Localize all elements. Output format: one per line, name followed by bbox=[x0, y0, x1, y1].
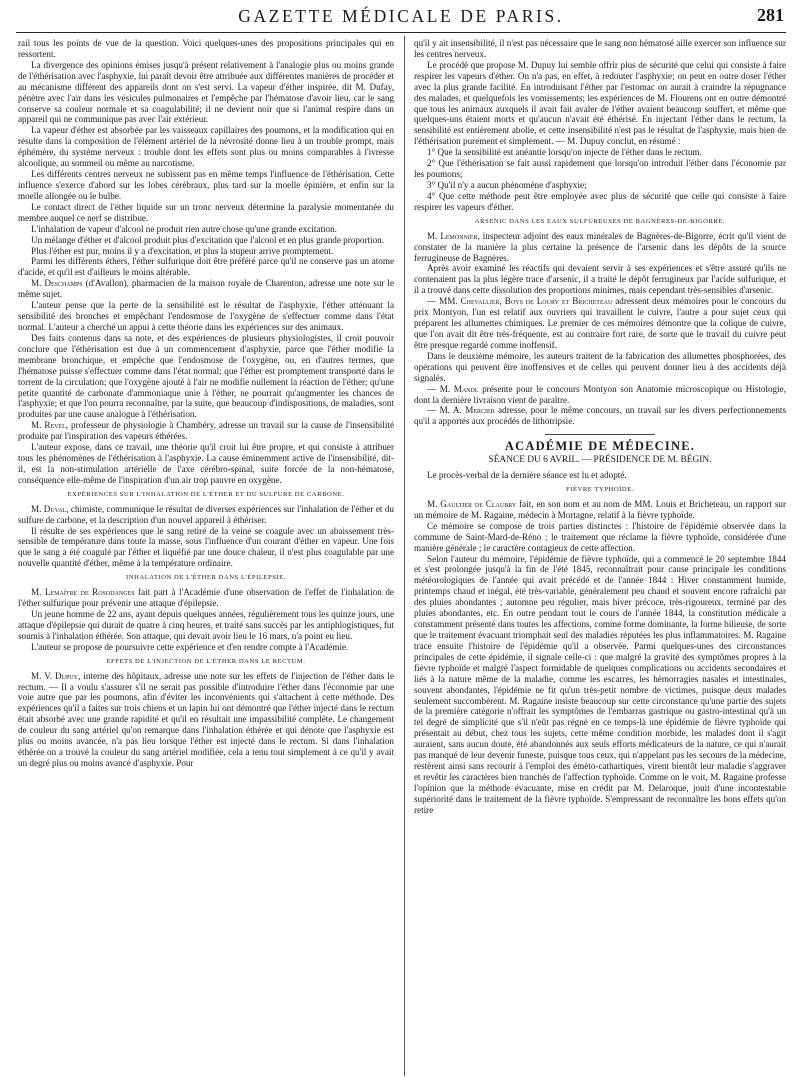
section-heading: EXPÉRIENCES SUR L'INHALATION DE L'ÉTHER ET DU SULFURE DE CARBONE. bbox=[67, 490, 345, 498]
paragraph bbox=[414, 405, 786, 427]
paragraph bbox=[18, 504, 394, 526]
paragraph: L'auteur se propose de poursuivre cette expérience et d'en rendre compte à l'Académie. bbox=[31, 641, 349, 652]
author-name: M. Duval bbox=[31, 503, 67, 514]
paragraph bbox=[18, 671, 394, 769]
page-header bbox=[16, 4, 786, 33]
paragraph: L'auteur expose, dans ce travail, une théorie qu'il croit lui être propre, et qui consiste à attribuer tous les phénomènes de l'éthérisation à l'asphyxie. La cause éminemment active de l'insensibilité, dit-il, est la non-stimulation artérielle de l'axe cérébro-spinal, suite forcée de la non-hématose, conséquence elle-même de l'inspiration d'un air trop pauvre en oxygène. bbox=[18, 442, 394, 485]
academy-heading: ACADÉMIE DE MÉDECINE. bbox=[504, 439, 696, 454]
paragraph-text: (d'Avallon), pharmacien de la maison royale de Charenton, adresse une note sur le même sujet. bbox=[18, 278, 394, 300]
paragraph: La vapeur d'éther est absorbée par les vaisseaux capillaires des poumons, et la modification qui en résulte dans la composition de l'élément artériel de la névrosité donne lieu à un trouble prompt, mais éphémère, du système nerveux : trouble dont les effets sont plus ou moins comparables à l'ivresse alcoolique, au sommeil ou même au narcotisme. bbox=[18, 125, 394, 169]
paragraph-text: , interne des hôpitaux, adresse une note sur les effets de l'injection de l'éther dans le rectum. — Il a voulu s'assurer s'il ne serait pas possible d'introduire l'éther dans l'économie par une voie autre que par les poumons, afin d'éviter les inconvénients qui s'attachent à cette méthode. Des expériences qu'il a faites sur trois chiens et un lapin lui ont démontré que l'éther injecté dans le rectum était absorbé avec une grande rapidité et qu'il en résultait une impassibilité complète. Le changement de couleur du sang artériel qu'on remarque dans l'inhalation éthérée et qui dénote que l'asphyxie est plus ou moins avancée, n'a pas lieu lorsque l'éther est injecté dans le rectum. Si dans l'inhalation éthérée on a trouvé la couleur du sang artériel modifiée, cela a tenu tout simplement à ce qu'il y avait un degré plus ou moins avancé d'asphyxie. Pour bbox=[18, 670, 394, 768]
author-name: M. Lemaître de Rosodanges bbox=[31, 587, 135, 598]
paragraph: Dans le deuxième mémoire, les auteurs traitent de la fabrication des allumettes phosphorées, des opérations qui peuvent être inoffensives et de celles qui peuvent donner lieu à des accidents déjà signalés. bbox=[414, 350, 786, 383]
author-name: — MM. Chevallier, Boys de Loury et Bricheteau bbox=[427, 296, 613, 307]
paragraph: Le contact direct de l'éther liquide sur un tronc nerveux détermine la paralysie momentanée du membre auquel ce nerf se distribue. bbox=[18, 201, 394, 223]
author-name: M. Revel bbox=[31, 420, 66, 431]
paragraph-text: , chimiste, communique le résultat de diverses expériences sur l'inhalation de l'éther et du sulfure de carbone, et la description d'un nouvel appareil à éthériser. bbox=[18, 503, 394, 525]
paragraph: Des faits contenus dans sa note, et des expériences de plusieurs physiologistes, il croit pouvoir conclure que l'éthérisation est due à un commencement d'asphyxie, parce que l'éther modifie la membrane bronchique, et empêche que l'endosmose de l'oxygène, ou, en d'autres termes, que l'hématose puisse s'effectuer comme dans l'état normal; que l'éther est promptement transporté dans le torrent de la circulation; que l'oxygène ajouté à l'air ne modifie nullement la réaction de l'éther; qu'une petite quantité de carbonate d'ammoniaque unie à l'éther, ne pourrait qu'augmenter les chances de l'asphyxie; et que l'on pourra reconnaître, par la suite, que beaucoup d'indispositions, de maladies, sont produites par une cause analogue à l'éthérisation. bbox=[18, 332, 394, 420]
paragraph: Plus l'éther est pur, moins il y a d'excitation, et plus la stupeur arrive promptement. bbox=[31, 245, 334, 256]
section-heading: EFFETS DE L'INJECTION DE L'ÉTHER DANS LE RECTUM. bbox=[106, 657, 306, 665]
paragraph: Le procès-verbal de la dernière séance est lu et adopté. bbox=[427, 470, 627, 481]
author-name: — M. A. Mercier bbox=[427, 405, 495, 416]
paragraph: Parmi les différents éthers, l'éther sulfurique doit être préféré parce qu'il ne conserve pas un atome d'acide, et qu'il est d'ailleurs le moins altérable. bbox=[18, 256, 394, 278]
paragraph: L'inhalation de vapeur d'alcool ne produit rien autre chose qu'une grande excitation. bbox=[31, 223, 337, 234]
paragraph bbox=[414, 384, 786, 406]
journal-title: GAZETTE MÉDICALE DE PARIS. bbox=[238, 6, 564, 26]
paragraph: Un mélange d'éther et d'alcool produit plus d'excitation que l'alcool et en plus grande proportion. bbox=[31, 234, 384, 245]
right-column bbox=[414, 38, 786, 816]
paragraph-text: fait part à l'Académie d'une observation de l'effet de l'inhalation de l'éther sulfurique pour prévenir une attaque d'épilepsie. bbox=[18, 587, 394, 609]
paragraph: rail tous les points de vue de la question. Voici quelques-unes des propositions principales qui en ressortent. bbox=[18, 38, 394, 59]
session-heading: SÉANCE DU 6 AVRIL. — PRÉSIDENCE DE M. BÉGIN. bbox=[488, 455, 712, 466]
paragraph-text: fait, en son nom et au nom de MM. Louis et Bricheteau, un rapport sur un mémoire de M. Ragaine, médecin à Mortagne, relatif à la fièvre typhoïde. bbox=[414, 498, 786, 520]
paragraph: Les différents centres nerveux ne subissent pas en même temps l'influence de l'éthérisation. Cette influence s'exerce d'abord sur les lobes cérébraux, plus tard sur la moelle épinière, et enfin sur la moelle allongée ou le bulbe. bbox=[18, 169, 394, 201]
paragraph: qu'il y ait insensibilité, il n'est pas nécessaire que le sang non hématosé aille exercer son influence sur les centres nerveux. bbox=[414, 38, 786, 59]
paragraph bbox=[18, 587, 394, 609]
conclusion-item: 1° Que la sensibilité est anéantie lorsqu'on injecte de l'éther dans le rectum. bbox=[427, 147, 702, 158]
paragraph-text: , inspecteur adjoint des eaux minérales de Bagnères-de-Bigorre, écrit qu'il vient de constater de la manière la plus certaine la présence de l'arsenic dans les dépôts de la source ferrugineuse de Bagnères. bbox=[414, 230, 786, 263]
paragraph: Un jeune homme de 22 ans, ayant depuis quelques années, régulièrement tous les quinze jours, une attaque d'épilepsie qui durait de quatre à cinq heures, et traité sans succès par les antiphlogistiques, fut soumis à l'inhalation éthérée. Son attaque, qui devait avoir lieu le 16 mars, n'a point eu lieu. bbox=[18, 609, 394, 641]
section-heading: ARSENIC DANS LES EAUX SULFUREUSES DE BAGNÈRES-DE-BIGORRE. bbox=[474, 217, 726, 225]
paragraph bbox=[414, 296, 786, 351]
conclusion-item: 2° Que l'éthérisation se fait aussi rapidement que lorsqu'on introduit l'éther dans l'économie par les poumons; bbox=[414, 158, 786, 180]
paragraph: L'auteur pense que la perte de la sensibilité est le résultat de l'asphyxie, l'éther atténuant la sensibilité des bronches et empêchant l'endosmose de l'oxygène de s'effectuer comme dans l'état normal. L'auteur a cherché un appui à cette théorie dans les expériences sur des animaux. bbox=[18, 300, 394, 332]
paragraph: Le procédé que propose M. Dupuy lui semble offrir plus de sécurité que celui qui consiste à faire respirer les vapeurs d'éther. On n'a pas, en effet, à redouter l'asphyxie; on peut en outre doser l'éther avec la plus grande facilité. En introduisant l'éther par l'estomac on aurait à craindre la répugnance des malades, et quelquefois les vomissements; les expériences de M. Flourens ont en outre démontré que tous les animaux auxquels il avait fait avaler de l'éther avaient beaucoup souffert, et même que quelques-uns étaient morts et qu'aucun n'avait été éthérisé. En injectant l'éther dans le rectum, la sensibilité est entièrement abolie, et cette insensibilité n'est pas le résultat de l'asphyxie, mais bien de l'éthérisation purement et simplement. — M. Dupuy conclut, en résumé : bbox=[414, 59, 786, 147]
paragraph bbox=[18, 420, 394, 442]
paragraph: Selon l'auteur du mémoire, l'épidémie de fièvre typhoïde, qui a commencé le 20 septembre 1844 et s'est prolongée jusqu'à la fin de l'été 1845, reconnaîtrait pour cause principale les conditions météorologiques de l'année qui avait précédé et de l'année 1844 : Hiver constamment humide, printemps chaud et inégal, été très-variable, généralement peu chaud et souvent encore rafraîchi par des pluies abondantes ; automne peu régulier, mais hiver précoce, très-rigoureux, terminé par des pluies abondantes, etc. En outre pendant tout le cours de l'année 1844, la constitution médicale a constamment présenté dans toutes les affections, comme forme dominante, la forme bilieuse, de sorte que le traitement évacuant triomphait seul des maladies réputées les plus inflammatoires. M. Ragaine trace ensuite l'histoire de l'épidémie qu'il a observée. Parmi quelques-unes des circonstances principales de cette épidémie, il signale celle-ci : que malgré la gravité des symptômes propres à la fièvre typhoïde et malgré l'aspect formidable de quelques complications ou accidents secondaires et liés à la nature même de la maladie, comme les escarres, les hémorragies nasales et intestinales, souvent abondantes, l'épidémie ne fit qu'un très-petit nombre de victimes, puisque deux malades seulement succombèrent. M. Ragaine insiste beaucoup sur cette circonstance qu'une partie des sujets de la première catégorie n'offrait les symptômes de l'embarras gastrique ou gastro-intestinal qu'à un tel degré de simplicité que s'il n'eût pas régné en ce temps-là une épidémie de fièvre typhoïde qui présentait au début, chez tous les sujets, cette même condition morbide, les malades dont il s'agit auraient, sans aucun doute, été abandonnés aux seuls efforts médicateurs de la nature, ce qui n'aurait pas manqué de leur devenir funeste, puisque tous ceux, qui n'appelant pas les secours de la médecine, restèrent ainsi sans recourir à l'emploi des émèto-cathartiques, virent bientôt leur maladie s'aggraver et revêtir les caractères bien tranchés de l'affection typhoïde. Comme on le voit, M. Ragaine professe l'opinion que la méthode évacuante, mise en crédit par M. Delaroque, jouit d'une incontestable supériorité dans le traitement de la fièvre typhoïde. S'empressant de reconnaître les bons effets qu'on retire bbox=[414, 553, 786, 815]
paragraph-text: adressent deux mémoires pour le concours du prix Montyon, l'un est relatif aux ouvriers qui travaillent le cuivre, l'autre a pour sujet ceux qui préparent les allumettes chimiques. Le premier de ces mémoires démontre que la colique de cuivre, que l'on avait dit être très-fréquente, est au contraire fort rare, de sorte que le travail du cuivre peut être presque regardé comme inoffensif. bbox=[414, 296, 786, 350]
conclusion-item: 3° Qu'il n'y a aucun phénomène d'asphyxie; bbox=[427, 179, 587, 190]
author-name: M. Deschamps bbox=[31, 278, 83, 289]
paragraph bbox=[18, 278, 394, 300]
paragraph-text: , professeur de physiologie à Chambéry, adresse un travail sur la cause de l'insensibilité produite par l'inspiration des vapeurs éthérées. bbox=[18, 420, 394, 442]
left-column bbox=[18, 38, 394, 769]
paragraph: Ce mémoire se compose de trois parties distinctes : l'histoire de l'épidémie observée dans la commune de Saint-Mard-de-Réno ; le traitement que réclame la fièvre typhoïde, considérée d'une manière générale ; le caractère contagieux de cette affection. bbox=[414, 520, 786, 553]
paragraph bbox=[414, 499, 786, 521]
paragraph: Il résulte de ses expériences que le sang retiré de la veine se coagule avec un abaissement très-sensible de température dans toute la masse, sous l'influence d'un courant d'éther en vapeur. Une fois que le sang a été coagulé par l'éther et liquéfié par une douce chaleur, il n'est plus coagulable par une nouvelle quantité d'éther, même à la température ordinaire. bbox=[18, 525, 394, 569]
column-divider bbox=[404, 36, 405, 1076]
paragraph bbox=[414, 231, 786, 264]
author-name: M. Gaultier de Claubry bbox=[427, 498, 517, 509]
author-name: M. V. Dupuy bbox=[31, 670, 78, 681]
conclusion-item: 4° Que cette méthode peut être employée avec plus de sécurité que celle qui consiste à faire respirer les vapeurs d'éther. bbox=[414, 190, 786, 212]
author-name: M. Lemonnier bbox=[427, 230, 478, 241]
author-name: — M. Mandl bbox=[427, 383, 479, 394]
paragraph: La divergence des opinions émises jusqu'à présent relativement à l'analogie plus ou moins grande de l'éthérisation avec l'asphyxie, lui paraît devoir être attribuée aux différentes manières de procéder et au mécanisme différent des appareils dont on s'est servi. La vapeur d'éther inspirée, dit M. Dufay, pénètre avec l'air dans les vésicules pulmonaires et l'empêche par l'hématose d'avoir lieu, car le sang conserve sa couleur normale et sa coagulabilité; il ne devient noir que si l'animal respire dans un appareil qui ne communique pas avec l'air extérieur. bbox=[18, 59, 394, 125]
section-heading: INHALATION DE L'ÉTHER DANS L'ÉPILEPSIE. bbox=[126, 574, 286, 582]
section-divider bbox=[545, 434, 655, 435]
paragraph-text: adresse, pour le même concours, un travail sur les divers perfectionnements qu'il a apportés aux procédés de lithotripsie. bbox=[414, 405, 786, 427]
page-number: 281 bbox=[757, 5, 784, 25]
paragraph-text: présente pour le concours Montyon son Anatomie microscopique ou Histologie, dont la dernière livraison vient de paraître. bbox=[414, 383, 786, 405]
paragraph: Après avoir examiné les réactifs qui devaient servir à ses expériences et s'être assuré qu'ils ne contenaient pas la plus légère trace d'arsenic, il a traité le dépôt ferrugineux par l'acide sulfurique, et il a trouvé dans cette dissolution des proportions minimes, mais cependant très-sensibles d'arsenic. bbox=[414, 263, 786, 296]
section-heading: FIÈVRE TYPHOÏDE. bbox=[565, 486, 635, 494]
